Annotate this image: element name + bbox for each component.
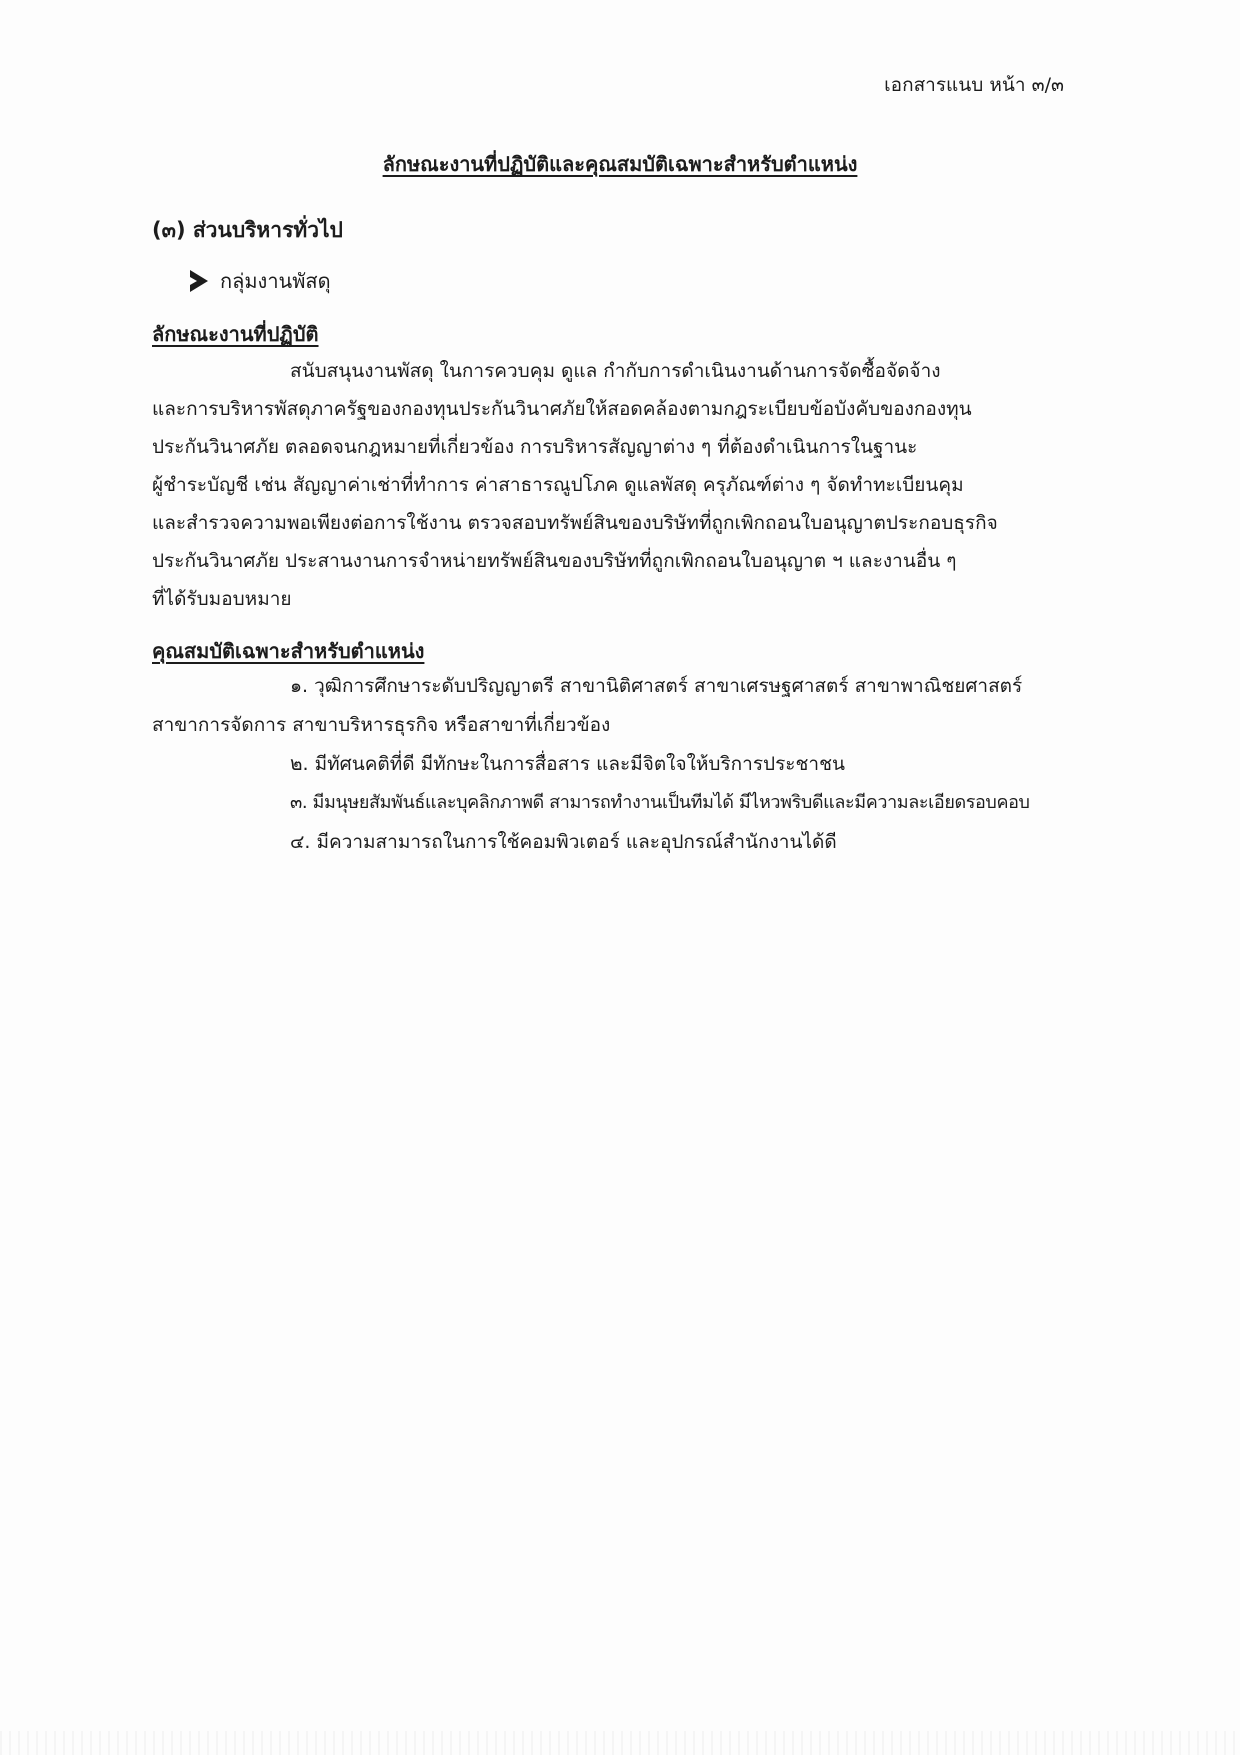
section-heading: (๓) ส่วนบริหารทั่วไป: [152, 218, 343, 242]
qualification-item: ๓. มีมนุษยสัมพันธ์และบุคลิกภาพดี สามารถทำงานเป็นทีมได้ มีไหวพริบดีและมีความละเอียดรอบคอบ: [290, 792, 1030, 813]
duties-line: และสำรวจความพอเพียงต่อการใช้งาน ตรวจสอบทรัพย์สินของบริษัทที่ถูกเพิกถอนใบอนุญาตประกอบธุรกิจ: [152, 512, 998, 534]
arrow-bullet-icon: [190, 270, 208, 292]
duties-line: ประกันวินาศภัย ประสานงานการจำหน่ายทรัพย์สินของบริษัทที่ถูกเพิกถอนใบอนุญาต ฯ และงานอื่น ๆ: [152, 550, 957, 572]
group-label: กลุ่มงานพัสดุ: [220, 269, 331, 293]
attachment-page-label: เอกสารแนบ หน้า ๓/๓: [884, 74, 1064, 96]
duties-heading: ลักษณะงานที่ปฏิบัติ: [152, 322, 319, 346]
duties-line: ที่ได้รับมอบหมาย: [152, 588, 292, 610]
qualification-item: ๔. มีความสามารถในการใช้คอมพิวเตอร์ และอุปกรณ์สำนักงานได้ดี: [290, 831, 837, 853]
qualifications-heading: คุณสมบัติเฉพาะสำหรับตำแหน่ง: [152, 639, 425, 663]
duties-line: ประกันวินาศภัย ตลอดจนกฎหมายที่เกี่ยวข้อง การบริหารสัญญาต่าง ๆ ที่ต้องดำเนินการในฐานะ: [152, 436, 918, 458]
document-title: ลักษณะงานที่ปฏิบัติและคุณสมบัติเฉพาะสำหรับตำแหน่ง: [382, 152, 858, 176]
duties-line: และการบริหารพัสดุภาครัฐของกองทุนประกันวินาศภัยให้สอดคล้องตามกฎระเบียบข้อบังคับของกองทุน: [152, 398, 972, 420]
qualification-item: ๒. มีทัศนคติที่ดี มีทักษะในการสื่อสาร และมีจิตใจให้บริการประชาชน: [290, 753, 845, 775]
scan-noise: [0, 1731, 1240, 1755]
group-line: [190, 265, 331, 297]
qualification-item: ๑. วุฒิการศึกษาระดับปริญญาตรี สาขานิติศาสตร์ สาขาเศรษฐศาสตร์ สาขาพาณิชยศาสตร์: [290, 675, 1023, 697]
duties-line: ผู้ชำระบัญชี เช่น สัญญาค่าเช่าที่ทำการ ค่าสาธารณูปโภค ดูแลพัสดุ ครุภัณฑ์ต่าง ๆ จัดทำทะเบียนคุม: [152, 474, 964, 496]
qualification-item-continuation: สาขาการจัดการ สาขาบริหารธุรกิจ หรือสาขาที่เกี่ยวข้อง: [152, 714, 611, 736]
duties-line: สนับสนุนงานพัสดุ ในการควบคุม ดูแล กำกับการดำเนินงานด้านการจัดซื้อจัดจ้าง: [290, 360, 941, 382]
